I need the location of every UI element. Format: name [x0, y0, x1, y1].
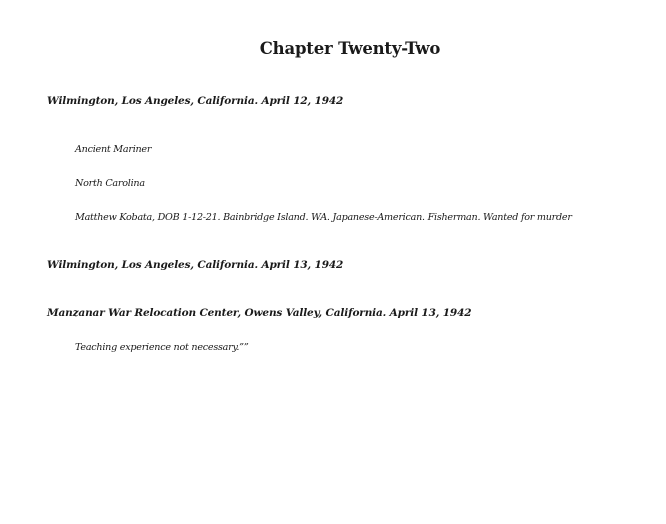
section-line: Ancient Mariner [75, 144, 152, 155]
section-line: Matthew Kobata, DOB 1-12-21. Bainbridge Island. WA. Japanese-American. Fisherman. Wanted for murder [75, 212, 572, 223]
section-line: Teaching experience not necessary.”” [75, 342, 249, 353]
chapter-title: Chapter Twenty-Two [259, 39, 441, 58]
section-heading: Manzanar War Relocation Center, Owens Valley, California. April 13, 1942 [47, 307, 472, 319]
section-line: North Carolina [75, 178, 145, 189]
section-heading: Wilmington, Los Angeles, California. April 12, 1942 [47, 95, 344, 107]
section-heading: Wilmington, Los Angeles, California. April 13, 1942 [47, 259, 344, 271]
